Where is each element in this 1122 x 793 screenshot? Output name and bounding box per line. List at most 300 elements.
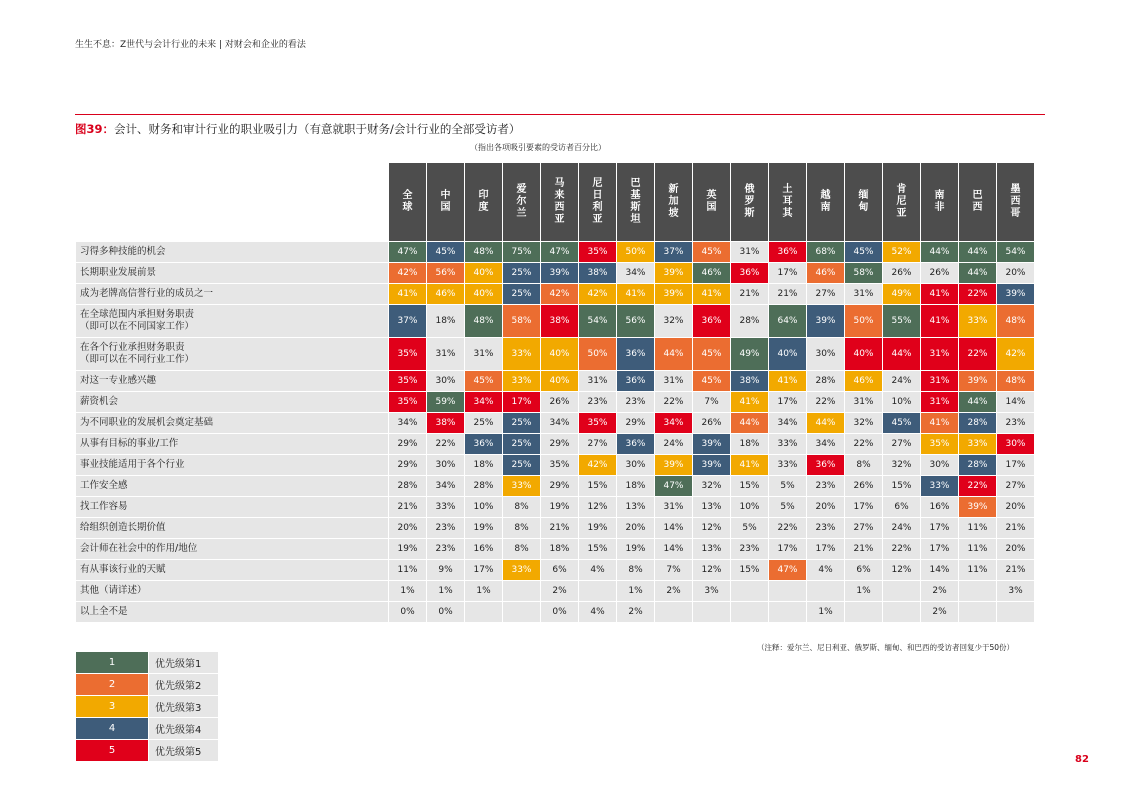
value-cell: 42%	[541, 284, 579, 305]
value-cell: 44%	[959, 263, 997, 284]
value-cell: 22%	[807, 392, 845, 413]
value-cell: 32%	[693, 476, 731, 497]
value-cell: 37%	[655, 242, 693, 263]
value-cell: 8%	[503, 497, 541, 518]
value-cell: 44%	[731, 413, 769, 434]
legend-label: 优先级第4	[149, 718, 219, 740]
value-cell: 5%	[731, 518, 769, 539]
column-header: 爱 尔 兰	[503, 163, 541, 242]
value-cell: 45%	[427, 242, 465, 263]
value-cell: 58%	[845, 263, 883, 284]
value-cell: 46%	[845, 371, 883, 392]
value-cell: 40%	[465, 263, 503, 284]
value-cell: 35%	[541, 455, 579, 476]
value-cell: 18%	[731, 434, 769, 455]
value-cell: 54%	[579, 305, 617, 338]
value-cell: 14%	[921, 560, 959, 581]
legend-label: 优先级第3	[149, 696, 219, 718]
value-cell: 45%	[693, 338, 731, 371]
value-cell: 22%	[845, 434, 883, 455]
value-cell: 33%	[503, 371, 541, 392]
value-cell: 1%	[389, 581, 427, 602]
value-cell: 47%	[541, 242, 579, 263]
value-cell: 17%	[921, 518, 959, 539]
row-label: 为不同职业的发展机会奠定基础	[76, 413, 389, 434]
value-cell: 17%	[845, 497, 883, 518]
value-cell: 40%	[845, 338, 883, 371]
value-cell: 2%	[655, 581, 693, 602]
value-cell: 28%	[731, 305, 769, 338]
value-cell: 20%	[389, 518, 427, 539]
value-cell: 40%	[541, 371, 579, 392]
value-cell: 29%	[389, 434, 427, 455]
value-cell: 2%	[921, 602, 959, 623]
value-cell: 50%	[579, 338, 617, 371]
column-header: 巴 基 斯 坦	[617, 163, 655, 242]
value-cell: 23%	[427, 539, 465, 560]
value-cell: 41%	[389, 284, 427, 305]
value-cell: 18%	[541, 539, 579, 560]
column-header: 缅 甸	[845, 163, 883, 242]
value-cell: 15%	[731, 476, 769, 497]
value-cell: 3%	[693, 581, 731, 602]
page-header: 生生不息：Z世代与会计行业的未来 | 对财会和企业的看法	[75, 40, 306, 50]
value-cell: 27%	[997, 476, 1035, 497]
value-cell: 1%	[845, 581, 883, 602]
value-cell: 24%	[655, 434, 693, 455]
table-row	[76, 476, 1035, 497]
value-cell: 1%	[427, 581, 465, 602]
figure-title	[75, 121, 520, 137]
value-cell: 8%	[845, 455, 883, 476]
value-cell: 12%	[579, 497, 617, 518]
row-label: 找工作容易	[76, 497, 389, 518]
table-body	[76, 242, 1035, 623]
value-cell: 39%	[693, 434, 731, 455]
column-header: 土 耳 其	[769, 163, 807, 242]
table-row	[76, 581, 1035, 602]
value-cell: 34%	[807, 434, 845, 455]
value-cell: 17%	[807, 539, 845, 560]
value-cell: 26%	[845, 476, 883, 497]
value-cell: 24%	[883, 518, 921, 539]
value-cell: 39%	[655, 455, 693, 476]
table-row	[76, 263, 1035, 284]
value-cell: 49%	[731, 338, 769, 371]
value-cell: 28%	[959, 455, 997, 476]
value-cell: 5%	[769, 497, 807, 518]
value-cell: 10%	[465, 497, 503, 518]
value-cell: 44%	[883, 338, 921, 371]
table-row	[76, 413, 1035, 434]
value-cell: 15%	[579, 476, 617, 497]
value-cell: 12%	[693, 560, 731, 581]
value-cell: 37%	[389, 305, 427, 338]
value-cell: 17%	[921, 539, 959, 560]
table-row	[76, 518, 1035, 539]
value-cell: 33%	[503, 338, 541, 371]
value-cell: 31%	[655, 497, 693, 518]
value-cell: 0%	[427, 602, 465, 623]
value-cell: 39%	[693, 455, 731, 476]
value-cell: 22%	[769, 518, 807, 539]
value-cell: 1%	[617, 581, 655, 602]
row-label: 对这一专业感兴趣	[76, 371, 389, 392]
value-cell: 35%	[389, 392, 427, 413]
value-cell: 30%	[807, 338, 845, 371]
value-cell: 30%	[921, 455, 959, 476]
value-cell	[731, 581, 769, 602]
table-row	[76, 602, 1035, 623]
value-cell: 44%	[807, 413, 845, 434]
column-header: 全 球	[389, 163, 427, 242]
value-cell: 36%	[769, 242, 807, 263]
value-cell: 40%	[541, 338, 579, 371]
table-corner	[76, 163, 389, 242]
value-cell: 19%	[617, 539, 655, 560]
value-cell: 29%	[617, 413, 655, 434]
value-cell: 4%	[807, 560, 845, 581]
value-cell: 27%	[579, 434, 617, 455]
value-cell: 31%	[655, 371, 693, 392]
value-cell: 29%	[541, 476, 579, 497]
value-cell: 45%	[693, 371, 731, 392]
value-cell: 15%	[579, 539, 617, 560]
value-cell: 48%	[997, 305, 1035, 338]
value-cell: 17%	[769, 392, 807, 413]
table-note: （注释：爱尔兰、尼日利亚、俄罗斯、缅甸、和巴西的受访者回复少于50份）	[757, 643, 1015, 652]
value-cell: 42%	[579, 284, 617, 305]
value-cell: 26%	[883, 263, 921, 284]
value-cell: 41%	[617, 284, 655, 305]
row-label: 在各个行业承担财务职责 （即可以在不同行业工作）	[76, 338, 389, 371]
value-cell: 36%	[693, 305, 731, 338]
value-cell: 33%	[427, 497, 465, 518]
value-cell: 34%	[655, 413, 693, 434]
table-row	[76, 242, 1035, 263]
value-cell: 33%	[503, 476, 541, 497]
value-cell: 21%	[731, 284, 769, 305]
table-row	[76, 434, 1035, 455]
legend-item	[76, 696, 219, 718]
value-cell: 36%	[465, 434, 503, 455]
value-cell: 59%	[427, 392, 465, 413]
value-cell: 14%	[997, 392, 1035, 413]
value-cell: 41%	[731, 455, 769, 476]
value-cell: 20%	[807, 497, 845, 518]
value-cell: 31%	[731, 242, 769, 263]
value-cell: 21%	[997, 560, 1035, 581]
header-divider	[75, 114, 1045, 115]
value-cell: 31%	[921, 338, 959, 371]
value-cell: 41%	[693, 284, 731, 305]
value-cell	[693, 602, 731, 623]
value-cell: 21%	[997, 518, 1035, 539]
value-cell: 32%	[655, 305, 693, 338]
row-label: 长期职业发展前景	[76, 263, 389, 284]
row-label: 在全球范围内承担财务职责 （即可以在不同国家工作）	[76, 305, 389, 338]
value-cell: 41%	[921, 305, 959, 338]
value-cell: 26%	[921, 263, 959, 284]
value-cell: 19%	[389, 539, 427, 560]
table-row	[76, 455, 1035, 476]
value-cell: 12%	[883, 560, 921, 581]
value-cell: 50%	[845, 305, 883, 338]
table-row	[76, 338, 1035, 371]
value-cell: 10%	[731, 497, 769, 518]
value-cell: 39%	[541, 263, 579, 284]
value-cell: 17%	[769, 539, 807, 560]
value-cell: 39%	[655, 263, 693, 284]
column-header: 英 国	[693, 163, 731, 242]
page-number: 82	[1075, 754, 1089, 765]
legend-label: 优先级第1	[149, 652, 219, 674]
legend-swatch: 5	[76, 740, 149, 762]
value-cell: 25%	[503, 263, 541, 284]
column-header: 墨 西 哥	[997, 163, 1035, 242]
value-cell	[769, 602, 807, 623]
value-cell	[731, 602, 769, 623]
value-cell: 33%	[959, 305, 997, 338]
value-cell: 31%	[427, 338, 465, 371]
legend-item	[76, 674, 219, 696]
value-cell	[883, 581, 921, 602]
value-cell: 18%	[465, 455, 503, 476]
value-cell: 41%	[921, 284, 959, 305]
value-cell: 32%	[845, 413, 883, 434]
value-cell: 28%	[959, 413, 997, 434]
value-cell: 23%	[997, 413, 1035, 434]
figure-subtitle: （指出各项吸引要素的受访者百分比）	[470, 143, 606, 152]
value-cell: 19%	[579, 518, 617, 539]
value-cell: 42%	[997, 338, 1035, 371]
row-label: 其他（请详述）	[76, 581, 389, 602]
value-cell	[997, 602, 1035, 623]
value-cell: 30%	[427, 371, 465, 392]
value-cell: 19%	[541, 497, 579, 518]
value-cell: 40%	[465, 284, 503, 305]
value-cell: 58%	[503, 305, 541, 338]
value-cell: 20%	[997, 539, 1035, 560]
value-cell: 50%	[617, 242, 655, 263]
value-cell: 23%	[807, 518, 845, 539]
value-cell: 38%	[427, 413, 465, 434]
value-cell: 34%	[617, 263, 655, 284]
value-cell: 32%	[883, 455, 921, 476]
value-cell: 7%	[693, 392, 731, 413]
value-cell: 1%	[807, 602, 845, 623]
column-header: 南 非	[921, 163, 959, 242]
value-cell: 28%	[389, 476, 427, 497]
value-cell: 19%	[465, 518, 503, 539]
value-cell: 15%	[731, 560, 769, 581]
value-cell: 36%	[617, 371, 655, 392]
value-cell: 25%	[503, 434, 541, 455]
value-cell: 20%	[997, 497, 1035, 518]
value-cell: 31%	[579, 371, 617, 392]
value-cell: 25%	[503, 284, 541, 305]
legend-swatch: 3	[76, 696, 149, 718]
value-cell: 4%	[579, 602, 617, 623]
value-cell: 8%	[503, 539, 541, 560]
value-cell: 16%	[465, 539, 503, 560]
value-cell: 13%	[693, 539, 731, 560]
value-cell: 36%	[617, 338, 655, 371]
value-cell: 17%	[769, 263, 807, 284]
value-cell	[503, 581, 541, 602]
value-cell: 56%	[617, 305, 655, 338]
figure-number: 图39：	[75, 122, 115, 136]
table-row	[76, 305, 1035, 338]
row-label: 薪资机会	[76, 392, 389, 413]
value-cell: 27%	[883, 434, 921, 455]
value-cell: 0%	[389, 602, 427, 623]
value-cell: 13%	[693, 497, 731, 518]
value-cell: 36%	[617, 434, 655, 455]
table-header-row	[76, 163, 1035, 242]
value-cell: 35%	[389, 371, 427, 392]
value-cell: 18%	[617, 476, 655, 497]
value-cell: 10%	[883, 392, 921, 413]
value-cell: 34%	[769, 413, 807, 434]
value-cell: 39%	[655, 284, 693, 305]
table-row	[76, 392, 1035, 413]
value-cell	[769, 581, 807, 602]
legend-label: 优先级第2	[149, 674, 219, 696]
row-label: 从事有目标的事业/工作	[76, 434, 389, 455]
value-cell: 39%	[997, 284, 1035, 305]
value-cell: 52%	[883, 242, 921, 263]
attraction-table	[75, 162, 1035, 623]
value-cell: 46%	[807, 263, 845, 284]
value-cell	[883, 602, 921, 623]
value-cell: 39%	[807, 305, 845, 338]
value-cell: 30%	[427, 455, 465, 476]
row-label: 成为老牌高信誉行业的成员之一	[76, 284, 389, 305]
value-cell: 40%	[769, 338, 807, 371]
value-cell: 23%	[807, 476, 845, 497]
column-header: 马 来 西 亚	[541, 163, 579, 242]
value-cell	[845, 602, 883, 623]
value-cell: 22%	[959, 284, 997, 305]
legend-item	[76, 740, 219, 762]
value-cell: 26%	[541, 392, 579, 413]
value-cell: 34%	[465, 392, 503, 413]
legend-item	[76, 652, 219, 674]
value-cell: 11%	[959, 518, 997, 539]
value-cell: 34%	[389, 413, 427, 434]
value-cell: 35%	[921, 434, 959, 455]
table-row	[76, 497, 1035, 518]
value-cell: 26%	[693, 413, 731, 434]
value-cell: 47%	[655, 476, 693, 497]
value-cell: 22%	[427, 434, 465, 455]
value-cell: 30%	[617, 455, 655, 476]
value-cell: 35%	[579, 242, 617, 263]
value-cell: 25%	[503, 413, 541, 434]
value-cell: 6%	[541, 560, 579, 581]
column-header: 尼 日 利 亚	[579, 163, 617, 242]
value-cell: 44%	[959, 242, 997, 263]
value-cell: 0%	[541, 602, 579, 623]
row-label: 有从事该行业的天赋	[76, 560, 389, 581]
value-cell: 30%	[997, 434, 1035, 455]
value-cell: 29%	[389, 455, 427, 476]
value-cell: 11%	[389, 560, 427, 581]
priority-legend	[75, 651, 219, 762]
value-cell: 36%	[731, 263, 769, 284]
value-cell: 39%	[959, 497, 997, 518]
row-label: 会计师在社会中的作用/地位	[76, 539, 389, 560]
value-cell: 46%	[693, 263, 731, 284]
value-cell: 41%	[921, 413, 959, 434]
value-cell: 27%	[807, 284, 845, 305]
value-cell: 20%	[617, 518, 655, 539]
value-cell: 56%	[427, 263, 465, 284]
value-cell: 75%	[503, 242, 541, 263]
value-cell: 3%	[997, 581, 1035, 602]
value-cell: 34%	[541, 413, 579, 434]
value-cell: 23%	[731, 539, 769, 560]
value-cell: 44%	[655, 338, 693, 371]
value-cell: 44%	[959, 392, 997, 413]
column-header: 新 加 坡	[655, 163, 693, 242]
value-cell: 12%	[693, 518, 731, 539]
legend-item	[76, 718, 219, 740]
value-cell: 68%	[807, 242, 845, 263]
value-cell: 17%	[997, 455, 1035, 476]
legend-swatch: 4	[76, 718, 149, 740]
value-cell: 35%	[389, 338, 427, 371]
column-header: 印 度	[465, 163, 503, 242]
value-cell: 48%	[997, 371, 1035, 392]
row-label: 事业技能适用于各个行业	[76, 455, 389, 476]
value-cell: 6%	[883, 497, 921, 518]
value-cell: 17%	[503, 392, 541, 413]
value-cell: 1%	[465, 581, 503, 602]
value-cell: 45%	[845, 242, 883, 263]
row-label: 工作安全感	[76, 476, 389, 497]
value-cell: 14%	[655, 539, 693, 560]
value-cell: 23%	[427, 518, 465, 539]
value-cell: 34%	[427, 476, 465, 497]
value-cell: 18%	[427, 305, 465, 338]
value-cell: 27%	[845, 518, 883, 539]
legend-swatch: 2	[76, 674, 149, 696]
legend-label: 优先级第5	[149, 740, 219, 762]
value-cell: 15%	[883, 476, 921, 497]
value-cell: 21%	[845, 539, 883, 560]
value-cell: 64%	[769, 305, 807, 338]
column-header: 巴 西	[959, 163, 997, 242]
value-cell: 49%	[883, 284, 921, 305]
value-cell	[807, 581, 845, 602]
column-header: 越 南	[807, 163, 845, 242]
value-cell: 35%	[579, 413, 617, 434]
value-cell: 31%	[845, 284, 883, 305]
value-cell: 5%	[769, 476, 807, 497]
value-cell: 22%	[959, 476, 997, 497]
value-cell: 39%	[959, 371, 997, 392]
value-cell	[959, 602, 997, 623]
value-cell: 23%	[617, 392, 655, 413]
table-row	[76, 539, 1035, 560]
value-cell: 38%	[579, 263, 617, 284]
value-cell: 2%	[617, 602, 655, 623]
table-row	[76, 284, 1035, 305]
row-label: 给组织创造长期价值	[76, 518, 389, 539]
value-cell: 55%	[883, 305, 921, 338]
